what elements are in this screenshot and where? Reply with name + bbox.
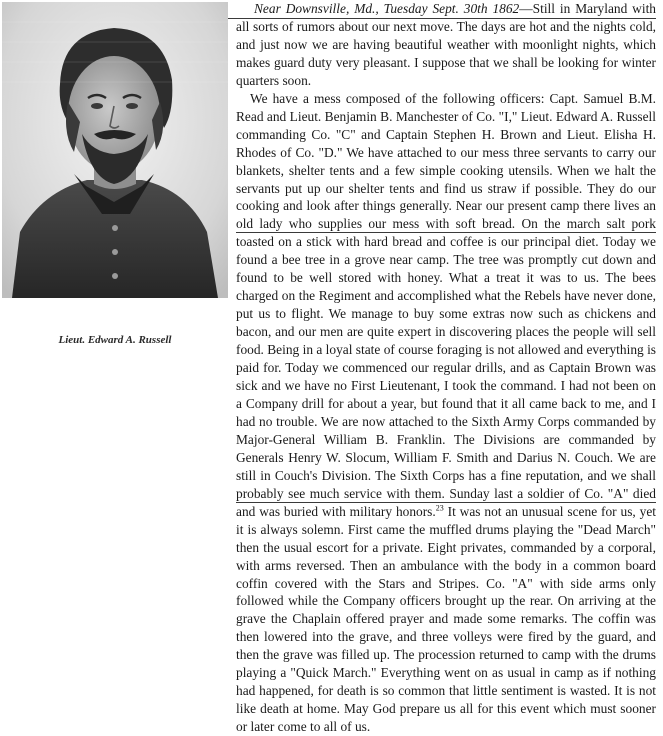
- page-rule-lower: [236, 502, 656, 503]
- entry-paragraph-1: [236, 0, 656, 90]
- footnote-reference: 23: [435, 503, 444, 513]
- entry-paragraph-2-text-a: We have a mess composed of the following officers: Capt. Samuel B.M. Read and Lieut. Benjamin B. Manchester of Co. "I," Lieut. Edward A. Russell commanding Co. "C" and Captain Stephen H. Brown and Lieut. Elisha H. Rhodes of Co. "D." We have attached to our mess three servants to carry our blankets, shelter tents and a few simple cooking utensils. When we halt the servants put up our shelter tents and find us straw if possible. They do our cooking and look after things generally. Near our present camp there lives an old lady who supplies our mess with soft bread. On the march salt pork toasted on a stick with hard bread and coffee is our principal diet. Today we found a bee tree in a grove near camp. The tree was promptly cut down and found to be well stored with honey. What a treat it was to us. The bees charged on the Regiment and accomplished what the Rebels have never done, put us to flight. We manage to buy some extras now such as chickens and bacon, and our men are quite expert in discovering places the people will sell food. Being in a loyal state of course foraging is not allowed and everything is paid for. Today we commenced our regular drills, and as Captain Brown was sick and we have no First Lieutenant, I took the command. I had not been on a Company drill for about a year, but found that it all came back to me, and I had no trouble. We are now attached to the Sixth Army Corps commanded by Major-General William B. Franklin. The Divisions are commanded by Generals Henry W. Slocum, William F. Smith and Darius N. Couch. We are still in Couch's Division. The Sixth Corps has a fine reputation, and we shall probably see much service with them. Sunday last a soldier of Co. "A" died and was buried with military honors.: [236, 90, 656, 519]
- page-rule-top: [228, 18, 656, 19]
- portrait-caption: Lieut. Edward A. Russell: [58, 334, 172, 346]
- entry-paragraph-2: [236, 90, 656, 736]
- entry-dateline: Near Downsville, Md., Tuesday Sept. 30th 1862: [254, 1, 520, 16]
- soldier-portrait-icon: [2, 2, 228, 298]
- portrait-image: [2, 2, 228, 298]
- page-rule-middle: [236, 232, 656, 233]
- journal-entry: [236, 0, 656, 735]
- entry-paragraph-1-text: —Still in Maryland with all sorts of rumors about our next move. The days are hot and the nights cold, and just now we are having beautiful weather with moonlight nights, which makes guard duty very pleasant. I suppose that we shall be looking for winter quarters soon.: [236, 1, 656, 88]
- entry-paragraph-2-text-b: It was not an unusual scene for us, yet it is always solemn. First came the muffled drums playing the "Dead March" then the usual escort for a private. Eight privates, commanded by a corporal, with arms reversed. Then an ambulance with the body in a common board coffin covered with the Stars and Stripes. Co. "A" with side arms only followed while the Company officers brought up the rear. On arriving at the grave the Chaplain offered prayer and made some remarks. The coffin was then lowered into the grave, and three volleys were fired by the guard, and then the grave was filled up. The procession returned to camp with the drums playing a "Quick March." Everything went on as usual in camp as if nothing had happened, for death is so common that little sentiment is wasted. It is not like death at home. May God prepare us all for this event which must sooner or later come to all of us.: [236, 503, 656, 735]
